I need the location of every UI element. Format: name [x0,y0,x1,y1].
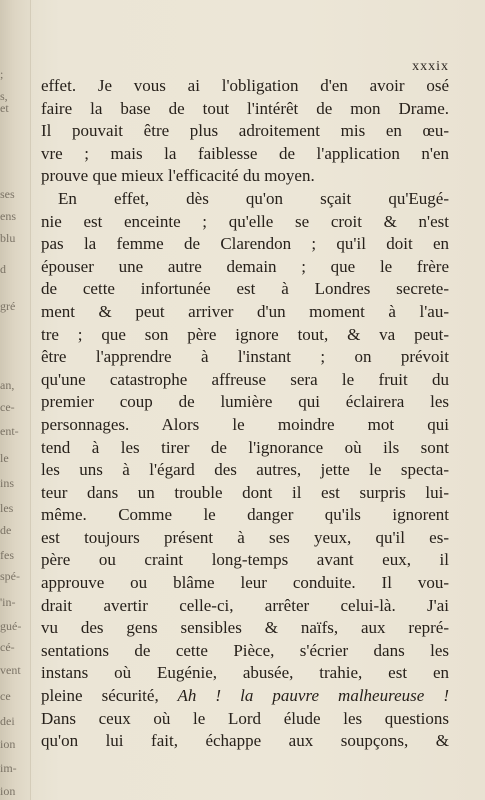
margin-fragment: blu [0,231,16,245]
text-line [41,346,449,369]
text-line [41,98,449,121]
text-line-content: pleine sécurité, [41,686,159,706]
margin-fragment: s, [0,89,8,103]
text-line-content: de cette infortunée est à Londres secrete- [41,279,449,299]
text-line [41,685,449,708]
margin-fragment: d [0,262,6,276]
text-line-content: approuve ou blâme leur conduite. Il vou- [41,573,449,593]
text-line-content: ment & peut arriver d'un moment à l'au- [41,301,449,321]
text-line-content: épouser une autre demain ; que le frère [41,256,449,276]
text-line [41,549,449,572]
margin-fragment: ion [0,784,16,798]
text-line [41,211,449,234]
text-line [41,640,449,663]
body-text [41,75,449,753]
text-line [41,188,449,211]
text-line [41,369,449,392]
margin-fragment: an, [0,378,15,392]
margin-fragment: ion [0,737,16,751]
text-line-content: nie est enceinte ; qu'elle se croit & n'est [41,211,449,231]
text-line-content: instans où Eugénie, abusée, trahie, est en [41,663,449,683]
text-line-content: même. Comme le danger qu'ils ignorent [41,505,449,525]
text-line [41,414,449,437]
text-line-content: les uns à l'égard des autres, jette le specta- [41,460,449,480]
margin-fragment: gué- [0,619,22,633]
margin-fragment: cé- [0,640,15,654]
page-number: xxxix [412,59,449,74]
margin-fragment: dei [0,714,15,728]
text-line [41,324,449,347]
text-line-content: tre ; que son père ignore tout, & va peut- [41,324,449,344]
text-line-content: pas la femme de Clarendon ; qu'il doit en [41,234,449,254]
text-line-content: personnages. Alors le moindre mot qui [41,414,449,434]
text-line-content: sentations de cette Pièce, s'écrier dans les [41,640,449,660]
text-line-content: effet. Je vous ai l'obligation d'en avoir osé [41,76,449,95]
text-line-content: tend à les tirer de l'ignorance où ils sont [41,437,449,457]
text-line [41,301,449,324]
text-line-content: En effet, dès qu'on sçait qu'Eugé- [58,188,449,208]
text-line [41,256,449,279]
text-line [41,459,449,482]
text-line [41,662,449,685]
italic-exclamation: Ah ! la pauvre malheureuse ! [158,686,450,706]
margin-fragment: les [0,501,14,515]
text-line [41,278,449,301]
text-line-content: qu'on lui fait, échappe aux soupçons, & [41,731,449,751]
text-line [41,482,449,505]
text-line-content: être l'apprendre à l'instant ; on prévoit [41,347,449,367]
margin-fragment: et [0,101,9,115]
facing-page-edge [0,0,31,800]
margin-fragment: ses [0,187,15,201]
text-line-content: qu'une catastrophe affreuse sera le fruit du [41,369,449,389]
text-line [41,708,449,731]
text-line [41,730,449,753]
margin-fragment: de [0,523,12,537]
text-line [41,143,449,166]
margin-fragment: gré [0,299,16,313]
text-line-content: père ou craint long-temps avant eux, il [41,550,449,570]
text-line-content: vu des gens sensibles & naïfs, aux repré- [41,618,449,638]
text-line [41,75,449,98]
text-line [41,572,449,595]
text-line [41,595,449,618]
text-line-content: Il pouvait être plus adroitement mis en œu- [41,121,449,141]
margin-fragment: ce- [0,400,15,414]
text-line-content: vre ; mais la faiblesse de l'application n'en [41,143,449,163]
margin-fragment: ce [0,689,11,703]
margin-fragment: vent [0,663,21,677]
margin-fragment: ent- [0,424,19,438]
text-line [41,165,449,188]
text-line [41,527,449,550]
text-line-content: teur dans un trouble dont il est surpris lui- [41,482,449,502]
text-line-content: prouve que mieux l'efficacité du moyen. [41,166,315,186]
text-line-content: faire la base de tout l'intérêt de mon Drame. [41,98,449,118]
text-line [41,233,449,256]
margin-fragment: le [0,451,9,465]
margin-fragment: fes [0,548,14,562]
text-line [41,617,449,640]
text-line [41,391,449,414]
text-line [41,504,449,527]
margin-fragment: ins [0,476,15,490]
text-line-content: est toujours présent à ses yeux, qu'il es- [41,527,449,547]
text-line [41,120,449,143]
margin-fragment: im- [0,761,17,775]
text-line-content: drait avertir celle-ci, arrêter celui-là. J'ai [41,595,449,615]
text-line-content: premier coup de lumière qui éclairera les [41,392,449,412]
margin-fragment: ens [0,209,16,223]
margin-fragment: spé- [0,569,20,583]
text-line-content: Dans ceux où le Lord élude les questions [41,708,449,728]
margin-fragment: 'in- [0,595,16,609]
text-line [41,437,449,460]
margin-fragment: ; [0,67,4,81]
